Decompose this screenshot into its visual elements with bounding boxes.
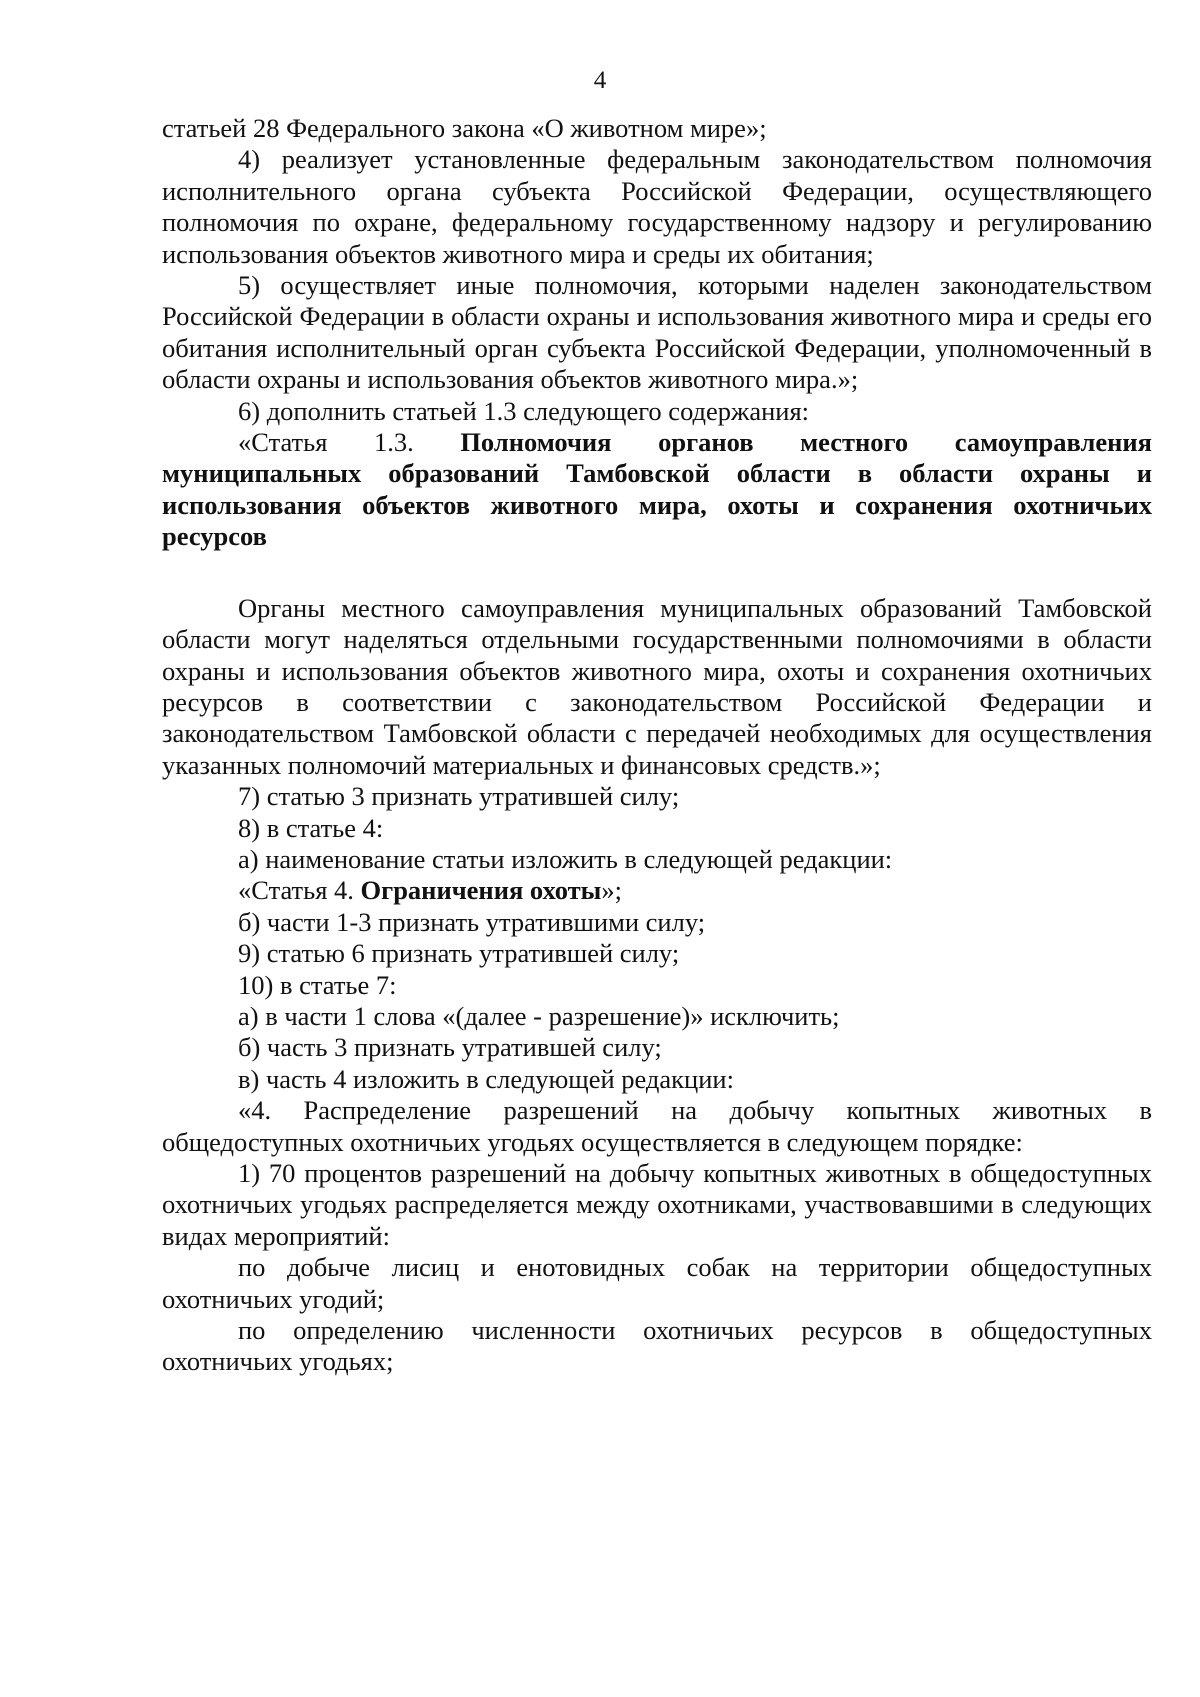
page-number: 4 [593, 67, 607, 94]
paragraph: 6) дополнить статьей 1.3 следующего содержания: [238, 395, 810, 426]
article-4-title: Ограничения охоты [360, 875, 602, 906]
paragraph: 1) 70 процентов разрешений на добычу копытных животных в общедоступных охотничьих угодьях распределяется между охотниками, участвовавшими в следующих видах мероприятий: [162, 1158, 1152, 1251]
article-4-heading [162, 875, 1152, 906]
list-item: 10) в статье 7: [238, 969, 397, 1000]
article-4-suffix: »; [601, 875, 622, 906]
paragraph: по добыче лисиц и енотовидных собак на территории общедоступных охотничьих угодий; [162, 1252, 1152, 1314]
list-item: в) часть 4 изложить в следующей редакции: [238, 1063, 734, 1094]
list-item: 7) статью 3 признать утратившей силу; [238, 781, 680, 812]
document-body [162, 113, 1152, 1378]
list-item: б) часть 3 признать утратившей силу; [238, 1032, 662, 1063]
list-item: а) в части 1 слова «(далее - разрешение)» исключить; [238, 1000, 840, 1031]
article-1-3-body: Органы местного самоуправления муниципальных образований Тамбовской области могут наделяться отдельными государственными полномочиями в области охраны и использования объектов животного мира, охоты и сохранения охотничьих ресурсов в соответствии с законодательством Российской Федерации и законодательством Тамбовской области с передачей необходимых для осуществления указанных полномочий материальных и финансовых средств.»; [162, 592, 1152, 780]
paragraph: «4. Распределение разрешений на добычу копытных животных в общедоступных охотничьих угодьях осуществляется в следующем порядке: [162, 1095, 1152, 1157]
list-item: а) наименование статьи изложить в следующей редакции: [238, 843, 893, 874]
article-1-3-title: Полномочия органов местного самоуправления муниципальных образований Тамбовской области в области охраны и использования объектов животного мира, охоты и сохранения охотничьих ресурсов [162, 427, 1152, 552]
article-4-prefix: «Статья 4. [238, 875, 361, 906]
paragraph: 5) осуществляет иные полномочия, которыми наделен законодательством Российской Федерации в области охраны и использования животного мира и среды его обитания исполнительный орган субъекта Российской Федерации, уполномоченный в области охраны и использования объектов животного мира.»; [162, 270, 1152, 395]
list-item: 8) в статье 4: [238, 812, 384, 843]
list-item: 9) статью 6 признать утратившей силу; [238, 938, 680, 969]
spacer [162, 553, 1152, 593]
paragraph: по определению численности охотничьих ресурсов в общедоступных охотничьих угодьях; [162, 1315, 1152, 1377]
paragraph: 4) реализует установленные федеральным законодательством полномочия исполнительного органа субъекта Российской Федерации, осуществляющего полномочия по охране, федеральному государственному надзору и регулированию использования объектов животного мира и среды их обитания; [162, 144, 1152, 269]
list-item: б) части 1-3 признать утратившими силу; [238, 906, 706, 937]
article-1-3-heading [162, 427, 1152, 553]
article-1-3-prefix: «Статья 1.3. [238, 427, 461, 458]
paragraph: статьей 28 Федерального закона «О животном мире»; [162, 113, 767, 143]
